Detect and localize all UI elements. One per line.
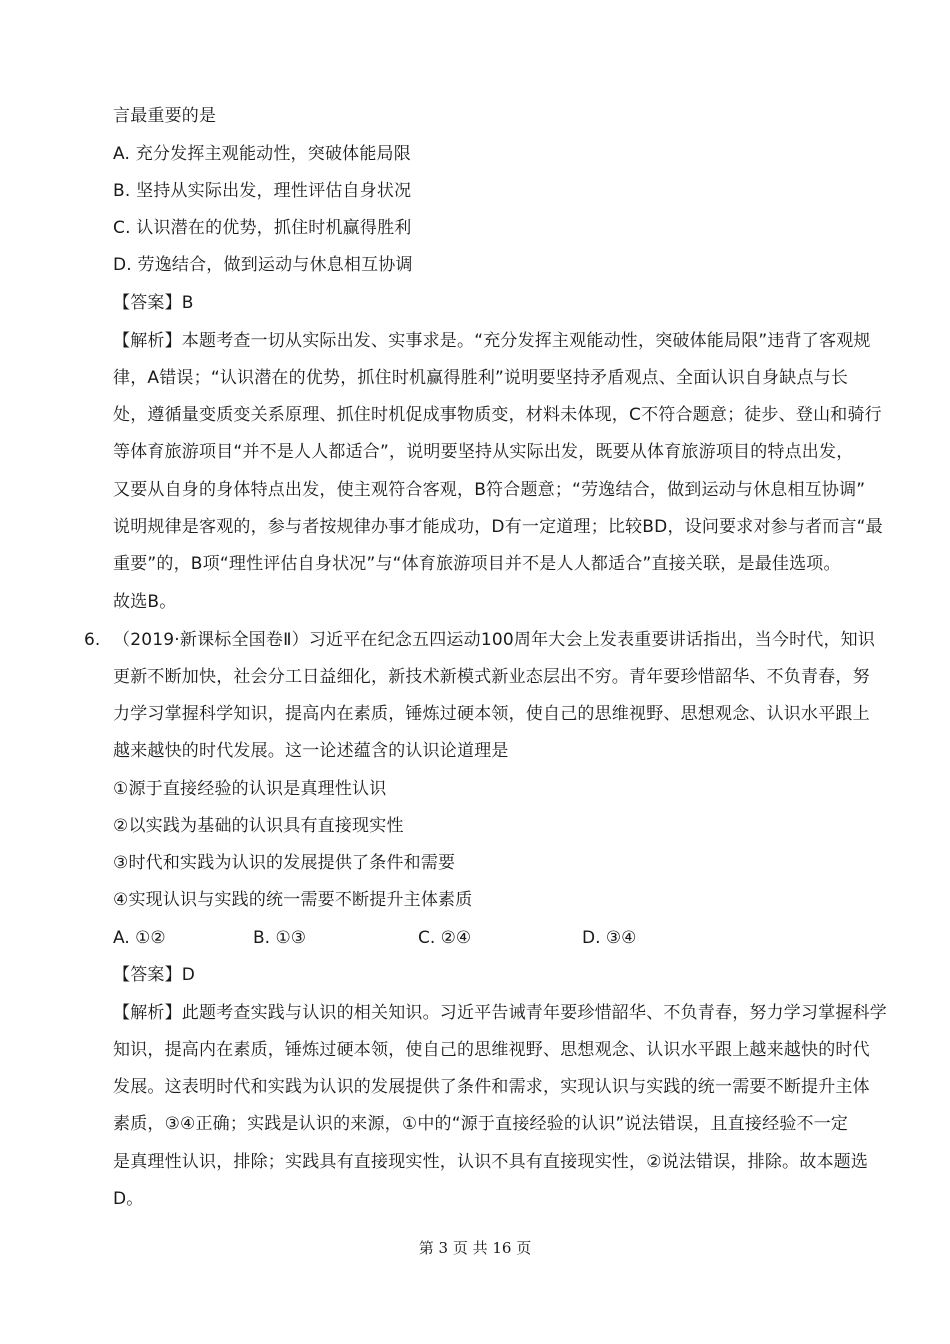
q6-stem-line: 越来越快的时代发展。这一论述蕴含的认识论道理是 [113, 741, 509, 761]
q5-option-a: A. 充分发挥主观能动性，突破体能局限 [113, 144, 411, 164]
page-footer: 第 3 页 共 16 页 [418, 1239, 532, 1257]
q5-stem-tail: 言最重要的是 [113, 106, 217, 126]
q5-analysis-line: 等体育旅游项目“并不是人人都适合”，说明要坚持从实际出发，既要从体育旅游项目的特点出发， [113, 442, 854, 462]
q5-analysis-line: 重要”的，B项“理性评估自身状况”与“体育旅游项目并不是人人都适合”直接关联，是最佳选项。 [113, 554, 841, 574]
q6-number: 6. [84, 630, 101, 650]
q6-analysis-line: 发展。这表明时代和实践为认识的发展提供了条件和需求，实现认识与实践的统一需要不断提升主体 [113, 1077, 870, 1097]
q6-statement-2: ②以实践为基础的认识具有直接现实性 [113, 816, 404, 836]
q6-option-d: D. ③④ [582, 928, 637, 948]
q5-analysis-line: 律，A错误；“认识潜在的优势，抓住时机赢得胜利”说明要坚持矛盾观点、全面认识自身缺点与长 [113, 368, 849, 388]
q6-stem-line: 更新不断加快，社会分工日益细化，新技术新模式新业态层出不穷。青年要珍惜韶华、不负青春，努 [113, 667, 870, 687]
q6-stem-line: 力学习掌握科学知识，提高内在素质，锤炼过硬本领，使自己的思维视野、思想观念、认识水平跟上 [113, 704, 870, 724]
q5-option-b: B. 坚持从实际出发，理性评估自身状况 [113, 181, 412, 201]
q6-analysis-line: 【解析】此题考查实践与认识的相关知识。习近平告诫青年要珍惜韶华、不负青春，努力学习掌握科学 [113, 1003, 887, 1023]
q6-analysis-line: D。 [113, 1189, 144, 1209]
q6-analysis-line: 素质，③④正确；实践是认识的来源，①中的“源于直接经验的认识”说法错误，且直接经验不一定 [113, 1114, 849, 1134]
q5-option-c: C. 认识潜在的优势，抓住时机赢得胜利 [113, 218, 412, 238]
q5-analysis-line: 说明规律是客观的，参与者按规律办事才能成功，D有一定道理；比较BD，设问要求对参与者而言“最 [113, 517, 883, 537]
q6-statement-3: ③时代和实践为认识的发展提供了条件和需要 [113, 853, 456, 873]
q6-option-c: C. ②④ [418, 928, 472, 948]
q5-analysis-line: 故选B。 [113, 592, 177, 612]
q5-analysis-line: 【解析】本题考查一切从实际出发、实事求是。“充分发挥主观能动性，突破体能局限”违背了客观规 [113, 331, 871, 351]
q6-option-b: B. ①③ [253, 928, 306, 948]
q6-option-a: A. ①② [113, 928, 166, 948]
q6-analysis-line: 是真理性认识，排除；实践具有直接现实性，认识不具有直接现实性，②说法错误，排除。故本题选 [113, 1152, 869, 1172]
q6-statement-1: ①源于直接经验的认识是真理性认识 [113, 779, 387, 799]
q5-analysis-line: 处，遵循量变质变关系原理、抓住时机促成事物质变，材料未体现，C不符合题意；徒步、登山和骑行 [113, 405, 882, 425]
q6-analysis-line: 知识，提高内在素质，锤炼过硬本领，使自己的思维视野、思想观念、认识水平跟上越来越快的时代 [113, 1040, 870, 1060]
q5-option-d: D. 劳逸结合，做到运动与休息相互协调 [113, 255, 413, 275]
q6-statement-4: ④实现认识与实践的统一需要不断提升主体素质 [113, 890, 473, 910]
q5-analysis-line: 又要从自身的身体特点出发，使主观符合客观，B符合题意；“劳逸结合，做到运动与休息相互协调” [113, 480, 866, 500]
q5-answer: 【答案】B [113, 293, 194, 313]
q6-answer: 【答案】D [113, 965, 196, 985]
q6-stem-line: （2019·新课标全国卷Ⅱ）习近平在纪念五四运动100周年大会上发表重要讲话指出，当今时代，知识 [113, 630, 876, 650]
